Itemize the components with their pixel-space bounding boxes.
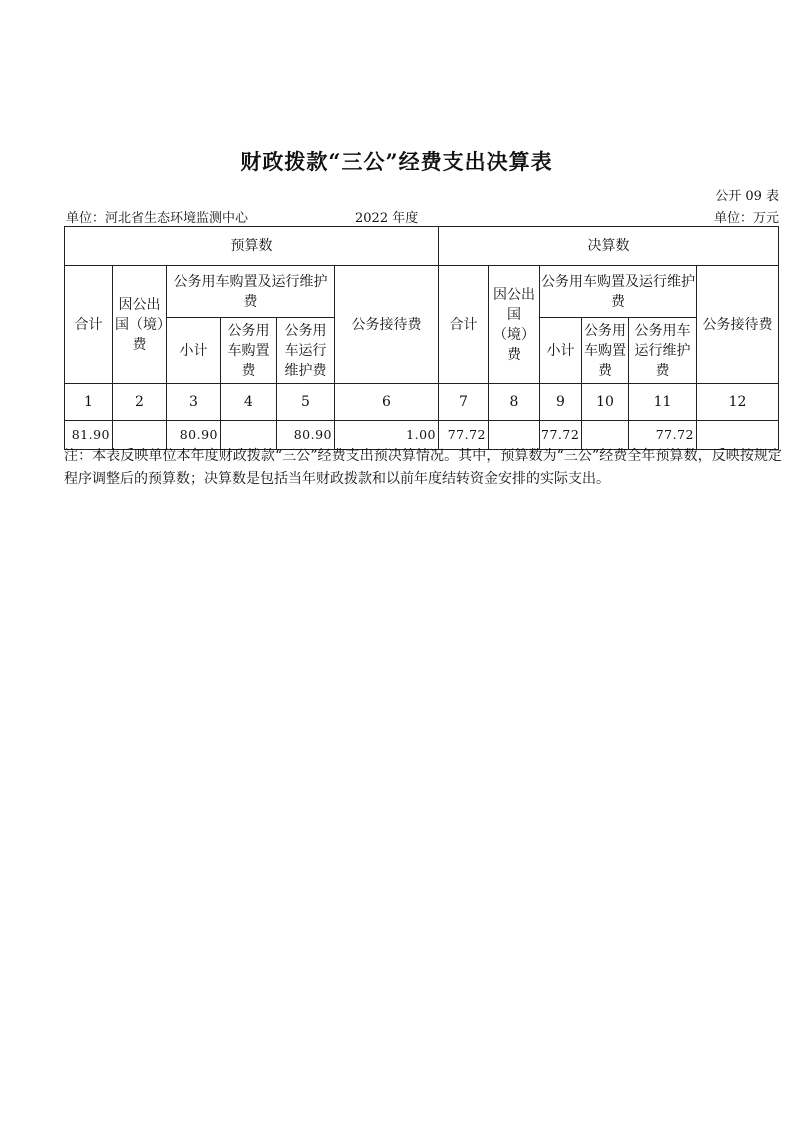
column-index: 9 xyxy=(540,384,582,421)
final-subtotal-header: 小计 xyxy=(540,318,582,384)
data-cell: 80.90 xyxy=(277,421,335,450)
data-cell: 1.00 xyxy=(335,421,439,450)
data-cell: 77.72 xyxy=(439,421,489,450)
final-vehicle-group-header: 公务用车购置及运行维护费 xyxy=(540,266,697,318)
final-reception-header: 公务接待费 xyxy=(697,266,779,384)
budget-vehicle-operation-header: 公务用车运行维护费 xyxy=(277,318,335,384)
final-total-header: 合计 xyxy=(439,266,489,384)
table-footnote: 注：本表反映单位本年度财政拨款“三公”经费支出预决算情况。其中，预算数为“三公”经费全年预算数，反映按规定程序调整后的预算数；决算数是包括当年财政拨款和以前年度结转资金安排的实际支出。 xyxy=(64,448,782,487)
data-cell: 81.90 xyxy=(65,421,113,450)
final-abroad-header: 因公出国（境）费 xyxy=(489,266,540,384)
budget-group-header: 预算数 xyxy=(65,227,439,266)
column-index: 12 xyxy=(697,384,779,421)
column-index: 8 xyxy=(489,384,540,421)
budget-total-header: 合计 xyxy=(65,266,113,384)
column-index: 5 xyxy=(277,384,335,421)
currency-unit: 单位：万元 xyxy=(713,211,779,226)
column-index: 11 xyxy=(629,384,697,421)
reporting-unit: 单位：河北省生态环境监测中心 xyxy=(66,211,249,226)
data-cell: 77.72 xyxy=(629,421,697,450)
page-title: 财政拨款“三公”经费支出决算表 xyxy=(240,149,553,174)
form-number: 公开 09 表 xyxy=(715,189,779,204)
budget-abroad-header: 因公出国（境）费 xyxy=(113,266,167,384)
column-index: 2 xyxy=(113,384,167,421)
budget-reception-header: 公务接待费 xyxy=(335,266,439,384)
column-index: 1 xyxy=(65,384,113,421)
column-index: 10 xyxy=(582,384,629,421)
data-cell: 80.90 xyxy=(167,421,221,450)
data-cell: 77.72 xyxy=(540,421,582,450)
fiscal-year: 2022 年度 xyxy=(355,211,419,226)
final-vehicle-purchase-header: 公务用车购置费 xyxy=(582,318,629,384)
column-index: 3 xyxy=(167,384,221,421)
column-index: 7 xyxy=(439,384,489,421)
budget-vehicle-purchase-header: 公务用车购置费 xyxy=(221,318,277,384)
three-public-expense-table xyxy=(64,226,779,450)
final-group-header: 决算数 xyxy=(439,227,779,266)
column-index: 6 xyxy=(335,384,439,421)
column-index: 4 xyxy=(221,384,277,421)
budget-subtotal-header: 小计 xyxy=(167,318,221,384)
final-vehicle-operation-header: 公务用车运行维护费 xyxy=(629,318,697,384)
budget-vehicle-group-header: 公务用车购置及运行维护费 xyxy=(167,266,335,318)
